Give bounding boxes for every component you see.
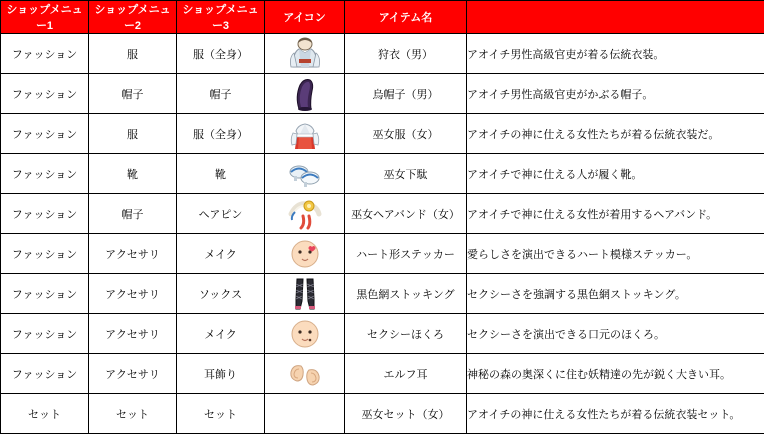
cell-description: 愛らしさを演出できるハート模様ステッカー。 [467, 234, 764, 274]
table-row [1, 114, 764, 154]
table-row [1, 194, 764, 234]
cell-icon [265, 274, 345, 314]
cell-item-name: 狩衣（男） [345, 34, 467, 74]
miko-hairband-icon [265, 195, 344, 233]
cell-icon [265, 154, 345, 194]
cell-description: アオイチ男性高級官吏が着る伝統衣装。 [467, 34, 764, 74]
cell-menu2: アクセサリ [89, 274, 177, 314]
column-header-menu3: ショップメニュー3 [177, 1, 265, 34]
cell-icon [265, 234, 345, 274]
empty-icon [265, 395, 344, 433]
column-header-description [467, 1, 764, 34]
fishnet-stockings-icon [265, 275, 344, 313]
cell-menu1: ファッション [1, 114, 89, 154]
header-row [1, 1, 764, 34]
cell-icon [265, 34, 345, 74]
cell-icon [265, 354, 345, 394]
table-row [1, 394, 764, 434]
cell-item-name: ハート形ステッカー [345, 234, 467, 274]
cell-item-name: 巫女服（女） [345, 114, 467, 154]
column-header-icon: アイコン [265, 1, 345, 34]
cell-menu2: 靴 [89, 154, 177, 194]
table-row [1, 154, 764, 194]
cell-icon [265, 114, 345, 154]
cell-menu2: アクセサリ [89, 314, 177, 354]
table-row [1, 354, 764, 394]
cell-menu2: 帽子 [89, 74, 177, 114]
mole-face-icon [265, 315, 344, 353]
cell-description: アオイチの神に仕える女性たちが着る伝統衣装だ。 [467, 114, 764, 154]
cell-menu1: ファッション [1, 74, 89, 114]
cell-menu1: ファッション [1, 234, 89, 274]
cell-menu1: ファッション [1, 194, 89, 234]
cell-menu3: 服（全身） [177, 34, 265, 74]
table-row [1, 34, 764, 74]
cell-menu3: 帽子 [177, 74, 265, 114]
table-row [1, 274, 764, 314]
table-header [1, 1, 764, 34]
cell-icon [265, 74, 345, 114]
cell-item-name: セクシーほくろ [345, 314, 467, 354]
column-header-item-name: アイテム名 [345, 1, 467, 34]
cell-menu3: 服（全身） [177, 114, 265, 154]
cell-item-name: 黒色網ストッキング [345, 274, 467, 314]
cell-menu2: 服 [89, 114, 177, 154]
eboshi-hat-icon [265, 75, 344, 113]
cell-item-name: 巫女ヘアバンド（女） [345, 194, 467, 234]
table-row [1, 74, 764, 114]
geta-sandals-icon [265, 155, 344, 193]
cell-description: セクシーさを演出できる口元のほくろ。 [467, 314, 764, 354]
cell-menu1: ファッション [1, 354, 89, 394]
cell-menu3: 耳飾り [177, 354, 265, 394]
column-header-menu1: ショップメニュー1 [1, 1, 89, 34]
cell-description: アオイチで神に仕える女性が着用するヘアバンド。 [467, 194, 764, 234]
cell-icon [265, 194, 345, 234]
heart-sticker-face-icon [265, 235, 344, 273]
cell-item-name: エルフ耳 [345, 354, 467, 394]
cell-menu2: 服 [89, 34, 177, 74]
table-row [1, 314, 764, 354]
elf-ears-icon [265, 355, 344, 393]
cell-menu3: メイク [177, 314, 265, 354]
cell-menu1: ファッション [1, 34, 89, 74]
cell-menu3: 靴 [177, 154, 265, 194]
cell-menu2: 帽子 [89, 194, 177, 234]
kariginu-robe-icon [265, 35, 344, 73]
cell-menu2: アクセサリ [89, 234, 177, 274]
cell-menu1: セット [1, 394, 89, 434]
column-header-menu2: ショップメニュー2 [89, 1, 177, 34]
cell-item-name: 巫女下駄 [345, 154, 467, 194]
table-body [1, 34, 764, 434]
cell-menu2: アクセサリ [89, 354, 177, 394]
cell-menu1: ファッション [1, 314, 89, 354]
cell-menu3: セット [177, 394, 265, 434]
cell-menu3: ヘアピン [177, 194, 265, 234]
cell-description: アオイチ男性高級官吏がかぶる帽子。 [467, 74, 764, 114]
cell-icon [265, 314, 345, 354]
cell-menu2: セット [89, 394, 177, 434]
cell-description: 神秘の森の奥深くに住む妖精達の先が鋭く大きい耳。 [467, 354, 764, 394]
cell-description: アオイチの神に仕える女性たちが着る伝統衣装セット。 [467, 394, 764, 434]
cell-item-name: 巫女セット（女） [345, 394, 467, 434]
table-row [1, 234, 764, 274]
miko-outfit-icon [265, 115, 344, 153]
cell-description: セクシーさを強調する黒色網ストッキング。 [467, 274, 764, 314]
cell-menu1: ファッション [1, 154, 89, 194]
cell-menu3: ソックス [177, 274, 265, 314]
cell-menu3: メイク [177, 234, 265, 274]
cell-description: アオイチで神に仕える人が履く靴。 [467, 154, 764, 194]
cell-item-name: 烏帽子（男） [345, 74, 467, 114]
cell-icon [265, 394, 345, 434]
cell-menu1: ファッション [1, 274, 89, 314]
